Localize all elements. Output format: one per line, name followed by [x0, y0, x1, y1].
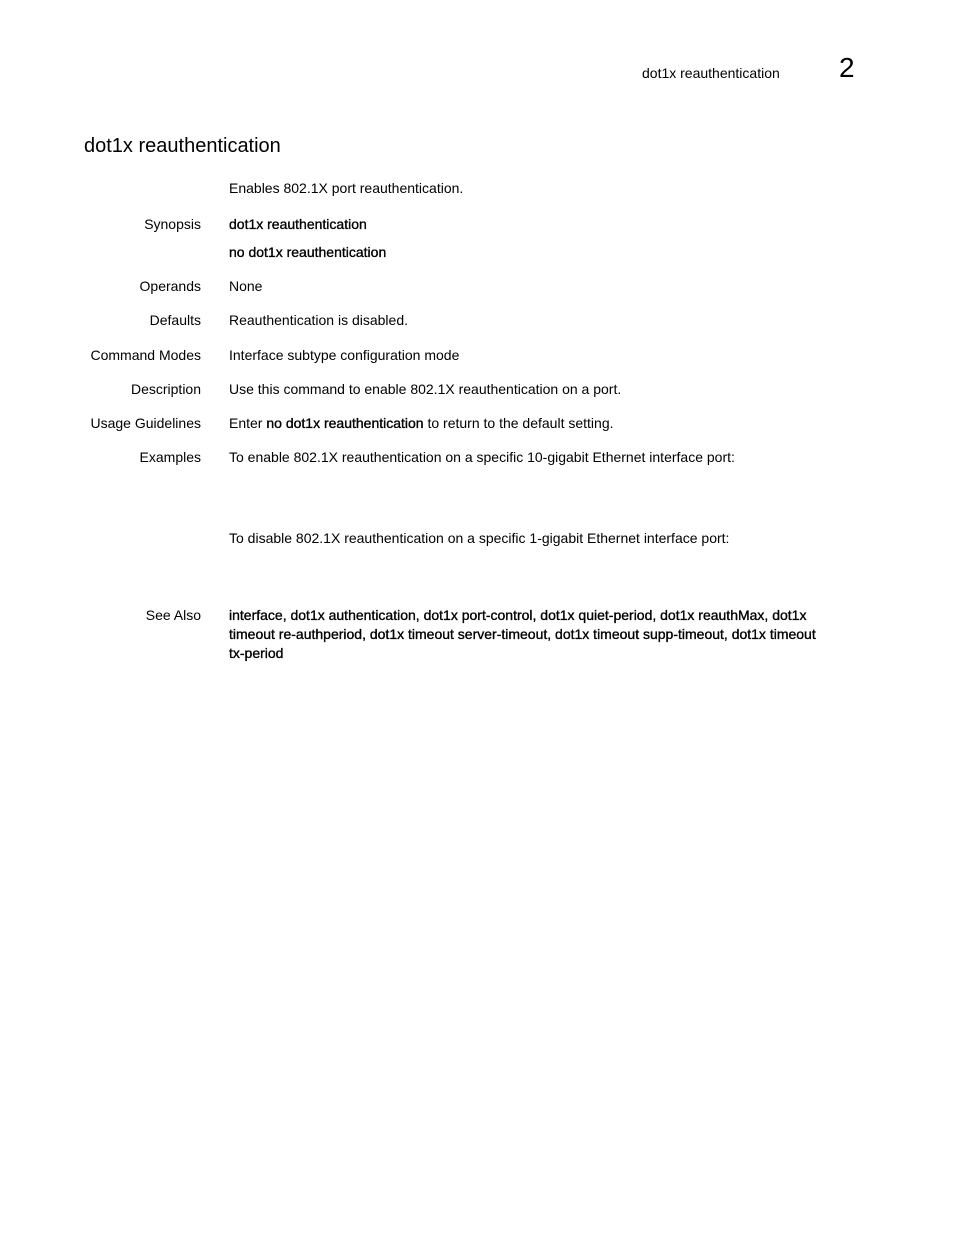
running-header: dot1x reauthentication: [642, 65, 780, 81]
example-2-text: To disable 802.1X reauthentication on a specific 1-gigabit Ethernet interface port:: [229, 530, 730, 546]
usage-guidelines-value: [229, 415, 614, 431]
chapter-number: 2: [839, 52, 855, 83]
usage-command: no dot1x reauthentication: [266, 415, 424, 431]
usage-prefix: Enter: [229, 415, 267, 431]
synopsis-label: Synopsis: [144, 216, 201, 232]
example-1-text: To enable 802.1X reauthentication on a specific 10-gigabit Ethernet interface port:: [229, 449, 735, 465]
description-label: Description: [130, 381, 201, 397]
description-value: Use this command to enable 802.1X reauthentication on a port.: [229, 381, 622, 397]
see-also-links: interface, dot1x authentication, dot1x port-control, dot1x quiet-period, dot1x reauthMax, dot1x timeout re-authperiod, dot1x timeout server-timeout, dot1x timeout supp-timeout, dot1x timeout tx-period: [229, 607, 816, 661]
operands-value: None: [229, 278, 263, 294]
see-also-label: See Also: [145, 607, 201, 623]
page-title: dot1x reauthentication: [84, 135, 281, 157]
usage-suffix: to return to the default setting.: [423, 415, 614, 431]
command-modes-value: Interface subtype configuration mode: [229, 347, 460, 363]
usage-guidelines-label: Usage Guidelines: [90, 415, 201, 431]
defaults-label: Defaults: [149, 312, 201, 328]
synopsis-line-2: no dot1x reauthentication: [229, 244, 387, 260]
examples-label: Examples: [139, 449, 201, 465]
operands-label: Operands: [139, 278, 201, 294]
command-modes-label: Command Modes: [90, 347, 201, 363]
defaults-value: Reauthentication is disabled.: [229, 312, 409, 328]
synopsis-line-1: dot1x reauthentication: [229, 216, 367, 232]
intro-text: Enables 802.1X port reauthentication.: [229, 180, 464, 196]
